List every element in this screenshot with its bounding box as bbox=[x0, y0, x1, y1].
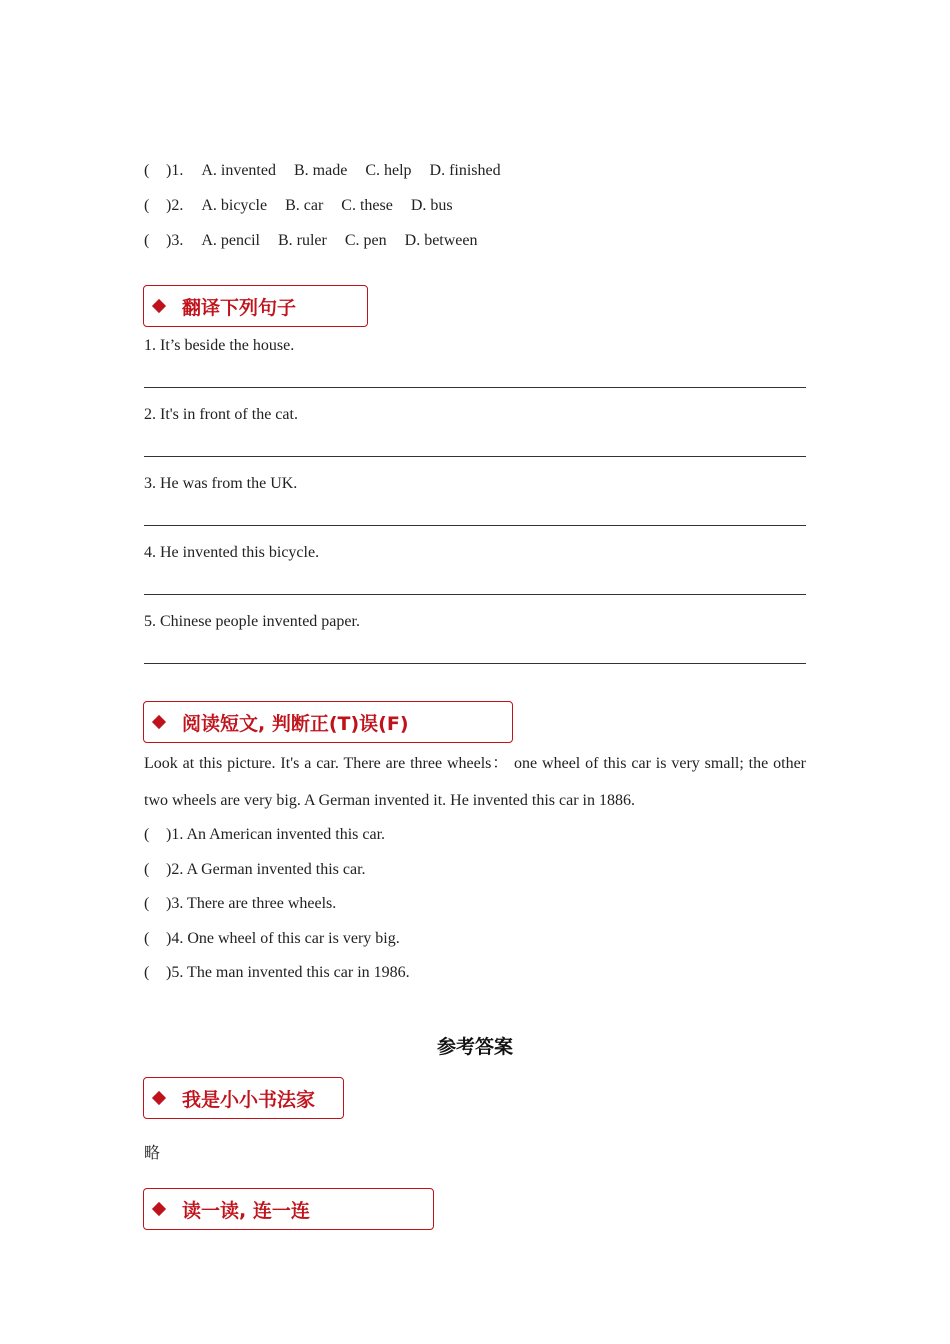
tf-question-3: ( )3. There are three wheels. bbox=[144, 895, 337, 912]
diamond-icon bbox=[152, 1091, 166, 1105]
section-title: 读一读, 连一连 bbox=[182, 1199, 310, 1222]
translate-sentence-3: 3. He was from the UK. bbox=[144, 475, 298, 492]
section-header-translate bbox=[143, 285, 368, 327]
answer-paren[interactable]: ( bbox=[144, 197, 150, 214]
section-title: 阅读短文, 判断正(T)误(F) bbox=[182, 712, 409, 735]
choice-question-3: ( )3. A. pencil B. ruler C. pen D. between bbox=[144, 232, 478, 249]
option-d: D. finished bbox=[429, 162, 501, 179]
section-header-calligraphy bbox=[143, 1077, 344, 1119]
diamond-icon bbox=[152, 1202, 166, 1216]
answer-paren[interactable]: ( bbox=[144, 826, 150, 843]
answer-line[interactable] bbox=[144, 594, 806, 595]
tf-question-5: ( )5. The man invented this car in 1986. bbox=[144, 964, 410, 981]
answer-paren[interactable]: ( bbox=[144, 930, 150, 947]
option-a: A. invented bbox=[201, 162, 276, 179]
option-c: C. these bbox=[341, 197, 393, 214]
option-b: B. ruler bbox=[277, 232, 327, 249]
choice-question-1: ( )1. A. invented B. made C. help D. finished bbox=[144, 162, 501, 179]
translate-sentence-5: 5. Chinese people invented paper. bbox=[144, 613, 360, 630]
diamond-icon bbox=[152, 299, 166, 313]
translate-sentence-4: 4. He invented this bicycle. bbox=[144, 544, 320, 561]
option-b: B. made bbox=[293, 162, 348, 179]
option-a: A. bicycle bbox=[201, 197, 268, 214]
diamond-icon bbox=[152, 715, 166, 729]
calligraphy-answer: 略 bbox=[144, 1143, 161, 1162]
section-title: 我是小小书法家 bbox=[182, 1088, 316, 1111]
answer-paren[interactable]: ( bbox=[144, 964, 150, 981]
answer-line[interactable] bbox=[144, 525, 806, 526]
answer-line[interactable] bbox=[144, 387, 806, 388]
option-d: D. between bbox=[404, 232, 478, 249]
answer-line[interactable] bbox=[144, 456, 806, 457]
answer-paren[interactable]: ( bbox=[144, 162, 150, 179]
answer-paren[interactable]: ( bbox=[144, 861, 150, 878]
option-d: D. bus bbox=[410, 197, 453, 214]
choice-question-2: ( )2. A. bicycle B. car C. these D. bus bbox=[144, 197, 453, 214]
reading-passage: Look at this picture. It's a car. There are three wheels： one wheel of this car is very small; the other two wheels are very big. A German invented it. He invented this car in 1886. bbox=[144, 755, 806, 809]
answer-line[interactable] bbox=[144, 663, 806, 664]
option-b: B. car bbox=[285, 197, 324, 214]
option-c: C. help bbox=[365, 162, 412, 179]
tf-question-2: ( )2. A German invented this car. bbox=[144, 861, 366, 878]
answer-paren[interactable]: ( bbox=[144, 232, 150, 249]
translate-sentence-2: 2. It's in front of the cat. bbox=[144, 406, 298, 423]
tf-question-1: ( )1. An American invented this car. bbox=[144, 826, 386, 843]
section-title: 翻译下列句子 bbox=[182, 296, 297, 319]
translate-sentence-1: 1. It’s beside the house. bbox=[144, 337, 295, 354]
option-a: A. pencil bbox=[201, 232, 260, 249]
tf-question-4: ( )4. One wheel of this car is very big. bbox=[144, 930, 400, 947]
answer-key-title: 参考答案 bbox=[436, 1036, 513, 1058]
section-header-reading bbox=[143, 701, 513, 743]
option-c: C. pen bbox=[344, 232, 387, 249]
section-header-read-connect bbox=[143, 1188, 434, 1230]
answer-paren[interactable]: ( bbox=[144, 895, 150, 912]
